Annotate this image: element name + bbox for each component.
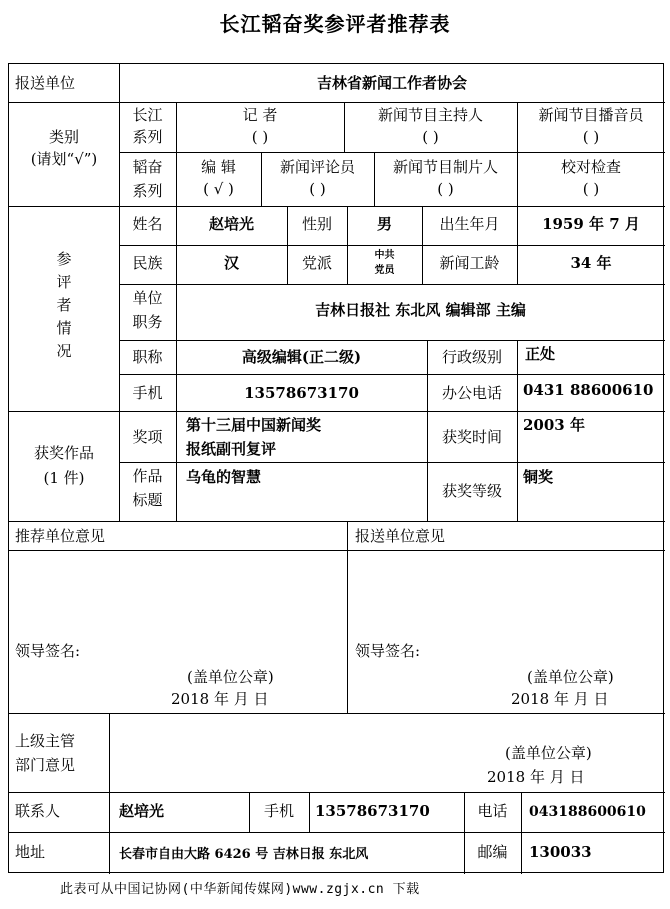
award-item-line1: 第十三届中国新闻奖: [186, 416, 322, 434]
reporter-mark[interactable]: ( ): [251, 128, 269, 146]
title-label: 职称: [132, 348, 163, 366]
birth-value: 1959 年 7 月: [542, 215, 640, 233]
work-title-value: 乌龟的智慧: [186, 468, 262, 486]
commentator-mark[interactable]: ( ): [309, 180, 326, 198]
contact-mobile-value: 13578673170: [315, 802, 430, 820]
mobile-value: 13578673170: [244, 384, 359, 402]
party-label: 党派: [301, 254, 332, 272]
category-label: 类别: [48, 128, 79, 146]
contact-label: 联系人: [15, 802, 61, 820]
award-section-label: 获奖作品: [33, 444, 94, 462]
host-option: 新闻节目主持人: [377, 106, 483, 124]
contact-mobile-label: 手机: [263, 802, 294, 820]
gender-label: 性别: [301, 215, 332, 233]
award-item-label: 奖项: [132, 428, 163, 446]
series2-line1: 韬奋: [132, 158, 163, 176]
years-value: 34 年: [570, 254, 612, 272]
address-value: 长春市自由大路 6426 号 吉林日报 东北风: [119, 847, 369, 862]
person-section-char-3: 者: [56, 296, 72, 314]
recommend-sign-label: 领导签名:: [15, 642, 81, 660]
submit-opinion-label: 报送单位意见: [355, 527, 446, 545]
name-label: 姓名: [132, 215, 163, 233]
gender-value: 男: [376, 215, 392, 233]
office-phone-value: 0431 88600610: [523, 381, 654, 399]
address-label: 地址: [15, 843, 46, 861]
award-count: (1 件): [43, 469, 85, 487]
contact-phone-value: 043188600610: [529, 804, 646, 820]
announcer-mark[interactable]: ( ): [582, 128, 600, 146]
award-time-label: 获奖时间: [441, 428, 502, 446]
series2-line2: 系列: [132, 182, 163, 200]
host-mark[interactable]: ( ): [422, 128, 439, 146]
award-item-line2: 报纸副刊复评: [186, 440, 277, 458]
party-value-line1: 中共: [374, 250, 395, 261]
award-level-value: 铜奖: [523, 468, 554, 486]
category-hint: (请划“√”): [30, 150, 98, 168]
office-phone-label: 办公电话: [441, 384, 502, 402]
zip-value: 130033: [529, 843, 592, 861]
editor-mark[interactable]: ( √ ): [203, 180, 234, 198]
reporter-option: 记 者: [242, 106, 278, 124]
party-value-line2: 党员: [374, 265, 395, 276]
submit-seal: (盖单位公章): [527, 668, 614, 686]
superior-label-line1: 上级主管: [15, 732, 76, 750]
ethnicity-value: 汉: [223, 254, 239, 272]
proofreader-option: 校对检查: [560, 158, 621, 176]
work-label-line2: 标题: [132, 491, 163, 509]
superior-seal: (盖单位公章): [505, 744, 592, 762]
title-value: 高级编辑(正二级): [241, 348, 362, 366]
contact-name: 赵培光: [119, 802, 165, 820]
announcer-option: 新闻节目播音员: [538, 106, 644, 124]
recommendation-form-table: [8, 63, 664, 873]
editor-option: 编 辑: [201, 158, 236, 176]
recommend-seal: (盖单位公章): [187, 668, 274, 686]
zip-label: 邮编: [477, 843, 508, 861]
years-label: 新闻工龄: [439, 254, 500, 272]
person-section-char-1: 参: [56, 250, 72, 268]
unit-label-line2: 职务: [132, 313, 163, 331]
submit-date: 2018 年 月 日: [511, 690, 609, 708]
series1-line2: 系列: [132, 128, 163, 146]
proofreader-mark[interactable]: ( ): [582, 180, 600, 198]
ethnicity-label: 民族: [132, 254, 163, 272]
recommend-opinion-label: 推荐单位意见: [15, 527, 106, 545]
name-value: 赵培光: [208, 215, 254, 233]
contact-phone-label: 电话: [477, 802, 508, 820]
admin-level-label: 行政级别: [441, 348, 502, 366]
superior-label-line2: 部门意见: [15, 756, 76, 774]
submit-unit-value: 吉林省新闻工作者协会: [316, 74, 467, 92]
series1-line1: 长江: [132, 106, 163, 124]
page-title: 长江韬奋奖参评者推荐表: [219, 12, 451, 36]
superior-date: 2018 年 月 日: [487, 768, 585, 786]
submit-sign-label: 领导签名:: [355, 642, 421, 660]
person-section-char-5: 况: [56, 342, 72, 360]
birth-label: 出生年月: [439, 215, 500, 233]
unit-label-line1: 单位: [132, 289, 163, 307]
award-level-label: 获奖等级: [441, 482, 502, 500]
submit-unit-label: 报送单位: [15, 74, 76, 92]
producer-option: 新闻节目制片人: [392, 158, 498, 176]
mobile-label: 手机: [132, 384, 163, 402]
producer-mark[interactable]: ( ): [437, 180, 454, 198]
award-time-value: 2003 年: [523, 416, 585, 434]
unit-value: 吉林日报社 东北风 编辑部 主编: [315, 301, 526, 319]
admin-level-value: 正处: [525, 345, 556, 363]
footer-note: 此表可从中国记协网(中华新闻传媒网)www.zgjx.cn 下载: [60, 882, 420, 897]
commentator-option: 新闻评论员: [279, 158, 355, 176]
person-section-char-4: 情: [56, 319, 72, 337]
recommend-date: 2018 年 月 日: [171, 690, 269, 708]
work-label-line1: 作品: [132, 467, 163, 485]
person-section-char-2: 评: [56, 273, 72, 291]
